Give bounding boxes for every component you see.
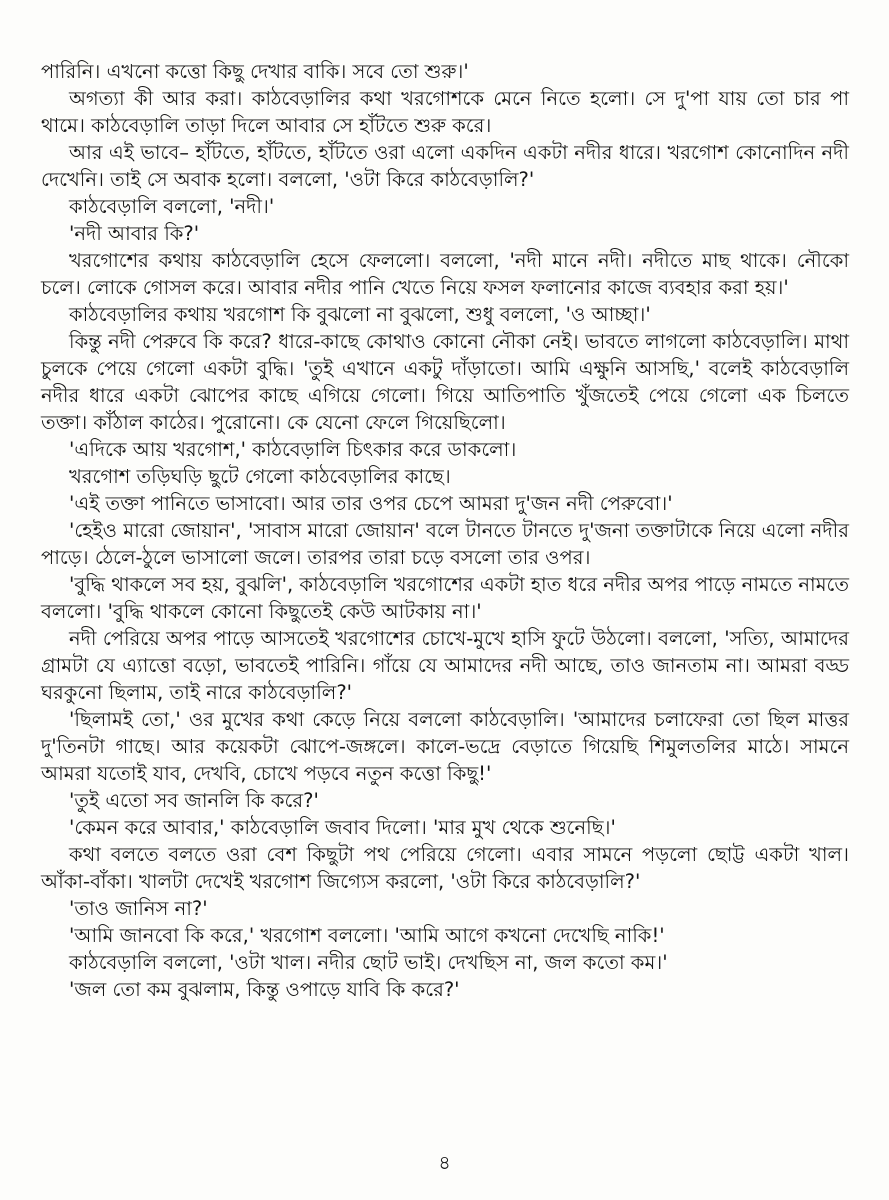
paragraph: কিন্তু নদী পেরুবে কি করে? ধারে-কাছে কোথাও কোনো নৌকা নেই। ভাবতে লাগলো কাঠবেড়ালি। মাথা চুলকে পেয়ে গেলো একটা বুদ্ধি। 'তুই এখানে একটু দাঁড়াতো। আমি এক্ষুনি আসছি,' বলেই কাঠবেড়ালি নদীর ধারে একটা ঝোপের কাছে এগিয়ে গেলো। গিয়ে আতিপাতি খুঁজতেই পেয়ে গেলো এক চিলতে তক্তা। কাঁঠাল কাঠের। পুরোনো। কে যেনো ফেলে গিয়েছিলো। [41, 330, 849, 434]
paragraph: 'বুদ্ধি থাকলে সব হয়, বুঝলি', কাঠবেড়ালি খরগোশের একটা হাত ধরে নদীর অপর পাড়ে নামতে নামতে বললো। 'বুদ্ধি থাকলে কোনো কিছুতেই কেউ আটকায় না।' [41, 573, 849, 623]
paragraph: নদী পেরিয়ে অপর পাড়ে আসতেই খরগোশের চোখে-মুখে হাসি ফুটে উঠলো। বললো, 'সত্যি, আমাদের গ্রামটা যে এ্যাত্তো বড়ো, ভাবতেই পারিনি। গাঁয়ে যে আমাদের নদী আছে, তাও জানতাম না। আমরা বড্ড ঘরকুনো ছিলাম, তাই নারে কাঠবেড়ালি?' [41, 627, 849, 704]
paragraph: কাঠবেড়ালির কথায় খরগোশ কি বুঝলো না বুঝলো, শুধু বললো, 'ও আচ্ছা।' [69, 303, 651, 326]
page-number: ৪ [438, 1152, 451, 1174]
paragraph: পারিনি। এখনো কত্তো কিছু দেখার বাকি। সবে তো শুরু।' [41, 60, 469, 83]
paragraph: খরগোশের কথায় কাঠবেড়ালি হেসে ফেললো। বললো, 'নদী মানে নদী। নদীতে মাছ থাকে। নৌকো চলে। লোকে গোসল করে। আবার নদীর পানি খেতে নিয়ে ফসল ফলানোর কাজে ব্যবহার করা হয়।' [41, 249, 849, 299]
paragraph: 'কেমন করে আবার,' কাঠবেড়ালি জবাব দিলো। 'মার মুখ থেকে শুনেছি।' [69, 816, 616, 839]
paragraph: 'এদিকে আয় খরগোশ,' কাঠবেড়ালি চিৎকার করে ডাকলো। [69, 438, 517, 461]
paragraph: 'হেইও মারো জোয়ান', 'সাবাস মারো জোয়ান' বলে টানতে টানতে দু'জনা তক্তাটাকে নিয়ে এলো নদীর পাড়ে। ঠেলে-ঠুলে ভাসালো জলে। তারপর তারা চড়ে বসলো তার ওপর। [41, 519, 849, 569]
paragraph: 'আমি জানবো কি করে,' খরগোশ বললো। 'আমি আগে কখনো দেখেছি নাকি!' [69, 924, 665, 947]
paragraph: 'ছিলামই তো,' ওর মুখের কথা কেড়ে নিয়ে বললো কাঠবেড়ালি। 'আমাদের চলাফেরা তো ছিল মাত্তর দু'তিনটা গাছে। আর কয়েকটা ঝোপে-জঙ্গলে। কালে-ভদ্রে বেড়াতে গিয়েছি শিমুলতলির মাঠে। সামনে আমরা যতোই যাব, দেখবি, চোখে পড়বে নতুন কত্তো কিছু!' [41, 708, 849, 785]
paragraph: কাঠবেড়ালি বললো, 'নদী।' [69, 195, 275, 218]
paragraph: 'তুই এতো সব জানলি কি করে?' [69, 789, 319, 812]
paragraph: 'তাও জানিস না?' [69, 897, 208, 920]
paragraph: কাঠবেড়ালি বললো, 'ওটা খাল। নদীর ছোট ভাই। দেখছিস না, জল কতো কম।' [69, 951, 668, 974]
story-text [41, 58, 849, 1003]
paragraph: খরগোশ তড়িঘড়ি ছুটে গেলো কাঠবেড়ালির কাছে। [69, 465, 451, 488]
paragraph: কথা বলতে বলতে ওরা বেশ কিছুটা পথ পেরিয়ে গেলো। এবার সামনে পড়লো ছোট্ট একটা খাল। আঁকা-বাঁকা। খালটা দেখেই খরগোশ জিগ্যেস করলো, 'ওটা কিরে কাঠবেড়ালি?' [41, 843, 849, 893]
paragraph: অগত্যা কী আর করা। কাঠবেড়ালির কথা খরগোশকে মেনে নিতে হলো। সে দু'পা যায় তো চার পা থামে। কাঠবেড়ালি তাড়া দিলে আবার সে হাঁটতে শুরু করে। [41, 87, 849, 137]
paragraph: আর এই ভাবে– হাঁটতে, হাঁটতে, হাঁটতে ওরা এলো একদিন একটা নদীর ধারে। খরগোশ কোনোদিন নদী দেখেনি। তাই সে অবাক হলো। বললো, 'ওটা কিরে কাঠবেড়ালি?' [41, 141, 849, 191]
paragraph: 'জল তো কম বুঝলাম, কিন্তু ওপাড়ে যাবি কি করে?' [69, 978, 460, 1001]
paragraph: 'নদী আবার কি?' [69, 222, 200, 245]
paragraph: 'এই তক্তা পানিতে ভাসাবো। আর তার ওপর চেপে আমরা দু'জন নদী পেরুবো।' [69, 492, 673, 515]
